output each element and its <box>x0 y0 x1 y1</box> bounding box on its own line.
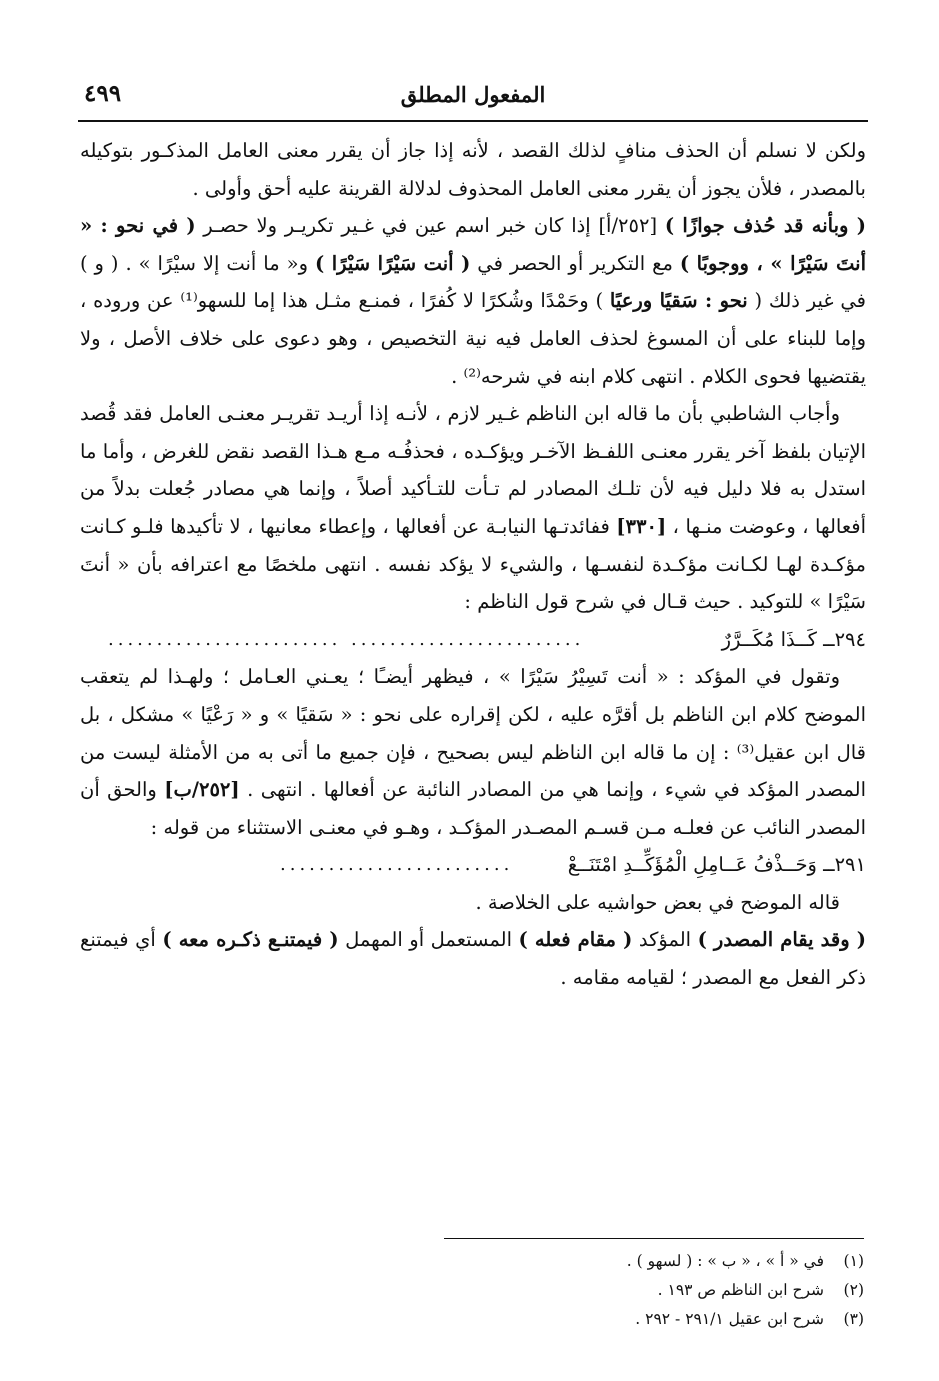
main-text <box>80 132 866 997</box>
commentary-text: و« ما أنت إلا سيْرًا » . ( و ) في غير ذلك ( <box>80 251 866 313</box>
matn-phrase: سَقيًا ورعيًا <box>609 289 706 313</box>
footnote-text: شرح ابن عقيل ٢٩١/١ - ٢٩٢ . <box>635 1310 824 1328</box>
commentary-text: ففائدتـها النيابـة عن أفعالها ، وإعطاء معانيها ، لا تأكيدها فلـو كـانت مؤكـدة لهـا لكـانت مؤكـدة لنفسـها ، والشيء لا يؤكد نفسه . انتهى ملخصًا مع اعترافه بأن « أنتَ سَيْرًا » للتوكيد . حيث قـال في شرح قول الناظم : <box>80 514 866 614</box>
manuscript-marker: [٢٥٢/ب] <box>164 778 240 802</box>
verse-text: ٢٩١ــ وَحَــذْفُ عَــامِلِ الْمُؤَكِّــدِ امْتَنَــعْ <box>567 853 866 877</box>
commentary-text: المستعمل أو المهمل <box>338 928 519 952</box>
matn-phrase: ( أنت سَيْرًا سَيْرًا ) <box>314 251 471 275</box>
verse-line-294 <box>80 621 866 659</box>
commentary-text: وأجاب الشاطبي بأن ما قاله ابن الناظم غـير لازم ، لأنـه إذا أريـد تقريـر معنـى العامل فقد قُصد الإتيان بلفظ آخر يقرر معنـى اللفـظ الآخـر ويؤكـده ، فحذفُـه مـع هـذا القصد نقض للغرض ، وأما ما استدل به فلا دليل فيه لأن تلـك المصادر لم تـأت للتـأكيد أصلاً ، وإنما هي مصادر جُعلت بدلاً من أفعالها ، وعوضت منـها ، <box>80 402 866 538</box>
manuscript-marker: [٣٣٠] <box>616 514 667 538</box>
footnote <box>80 1305 864 1334</box>
matn-phrase: نحو : <box>705 289 748 313</box>
commentary-text: والحق أن المصدر النائب عن فعلـه مـن قسـم المصـدر المؤكـد ، وهـو في معنـى الاستثناء من قوله : <box>80 778 866 839</box>
commentary-text: [٢٥٢/أ] إذا كان خبر اسم عين في غـير تكريـر ولا حصـر <box>195 214 665 238</box>
commentary-text: وتقول في المؤكد : « أنت تَسِيْرُ سَيْرًا » ، فيظهر أيضـًا ؛ يعـني العـامل ؛ ولهـذا لم يتعقب الموضح كلام ابن الناظم بل أقرَّه عليه ، لكن إقراره على نحو : « سَقيًا » و « رَعْيًا » مشكل ، بل قال ابن عقيل⁽³⁾ : إن ما قاله ابن الناظم ليس بصحيح ، فإن جميع ما أتى به من الأمثلة ليست من المصدر المؤكد في شيء ، وإنما هي من المصادر النائبة عن أفعالها . انتهى . <box>80 665 867 802</box>
footnote <box>80 1247 864 1276</box>
running-header <box>78 78 868 112</box>
paragraph-1-text: ولكن لا نسلم أن الحذف منافٍ لذلك القصد ، لأنه إذا جاز أن يقرر معنى العامل المذكـور بتوكيله بالمصدر ، فلأن يجوز أن يقرر معنى العامل المحذوف لدلالة القرينة عليه أحق وأولى . <box>80 139 866 200</box>
commentary-text: مع التكرير أو الحصر في <box>470 251 680 275</box>
footnotes <box>80 1247 864 1334</box>
commentary-text: المؤكد <box>632 928 698 952</box>
commentary-text: أي فيمتنع ذكر الفعل مع المصدر ؛ لقيامه مقامه . <box>80 928 866 990</box>
header-divider <box>78 120 868 122</box>
matn-phrase: ( في نحو : « أنتَ سَيْرًا » ، ووجوبًا ) <box>80 214 867 275</box>
paragraph-3 <box>80 395 866 621</box>
paragraph-5 <box>80 884 866 922</box>
paragraph-6 <box>80 921 866 996</box>
footnote-text: في « أ » ، « ب » : ( لسهو ) . <box>626 1252 824 1270</box>
footnote <box>80 1276 864 1305</box>
footnote-number: (٢) <box>843 1281 864 1299</box>
verse-text: ٢٩٤ــ كَــذَا مُكَــرَّرٌ <box>721 627 866 651</box>
verse-ellipsis: ........................ <box>280 854 514 876</box>
page-number: ٤٩٩ <box>84 80 122 107</box>
footnote-number: (٣) <box>843 1310 864 1328</box>
paragraph-4 <box>80 658 866 846</box>
footnote-text: شرح ابن الناظم ص ١٩٣ . <box>657 1281 824 1299</box>
footnote-number: (١) <box>843 1252 864 1270</box>
paragraph-1 <box>80 132 866 207</box>
matn-phrase: ( مقام فعله ) <box>518 928 633 952</box>
verse-line-291 <box>80 846 866 884</box>
commentary-text: قاله الموضح في بعض حواشيه على الخلاصة . <box>475 890 840 914</box>
matn-phrase: ( وبأنه قد حُذف جوازًا ) <box>664 214 866 238</box>
paragraph-2 <box>80 207 866 395</box>
chapter-title: المفعول المطلق <box>400 82 546 107</box>
footnote-divider <box>444 1238 864 1239</box>
matn-phrase: ( وقد يقام المصدر ) <box>697 928 866 952</box>
verse-ellipsis: ........................ ........................ <box>108 628 585 650</box>
commentary-text: ) وحَمْدًا وشُكرًا لا كُفرًا ، فمنـع مثـل هذا إما للسهو⁽¹⁾ عن وروده ، وإما للبناء على أن المسوغ لحذف العامل فيه نية التخصيص ، وهو دعوى على خلاف الأصل ، ولا يقتضيها فحوى الكلام . انتهى كلام ابنه في شرحه⁽²⁾ . <box>80 289 866 388</box>
matn-phrase: ( فيمتنـع ذكـره معه ) <box>162 928 339 952</box>
